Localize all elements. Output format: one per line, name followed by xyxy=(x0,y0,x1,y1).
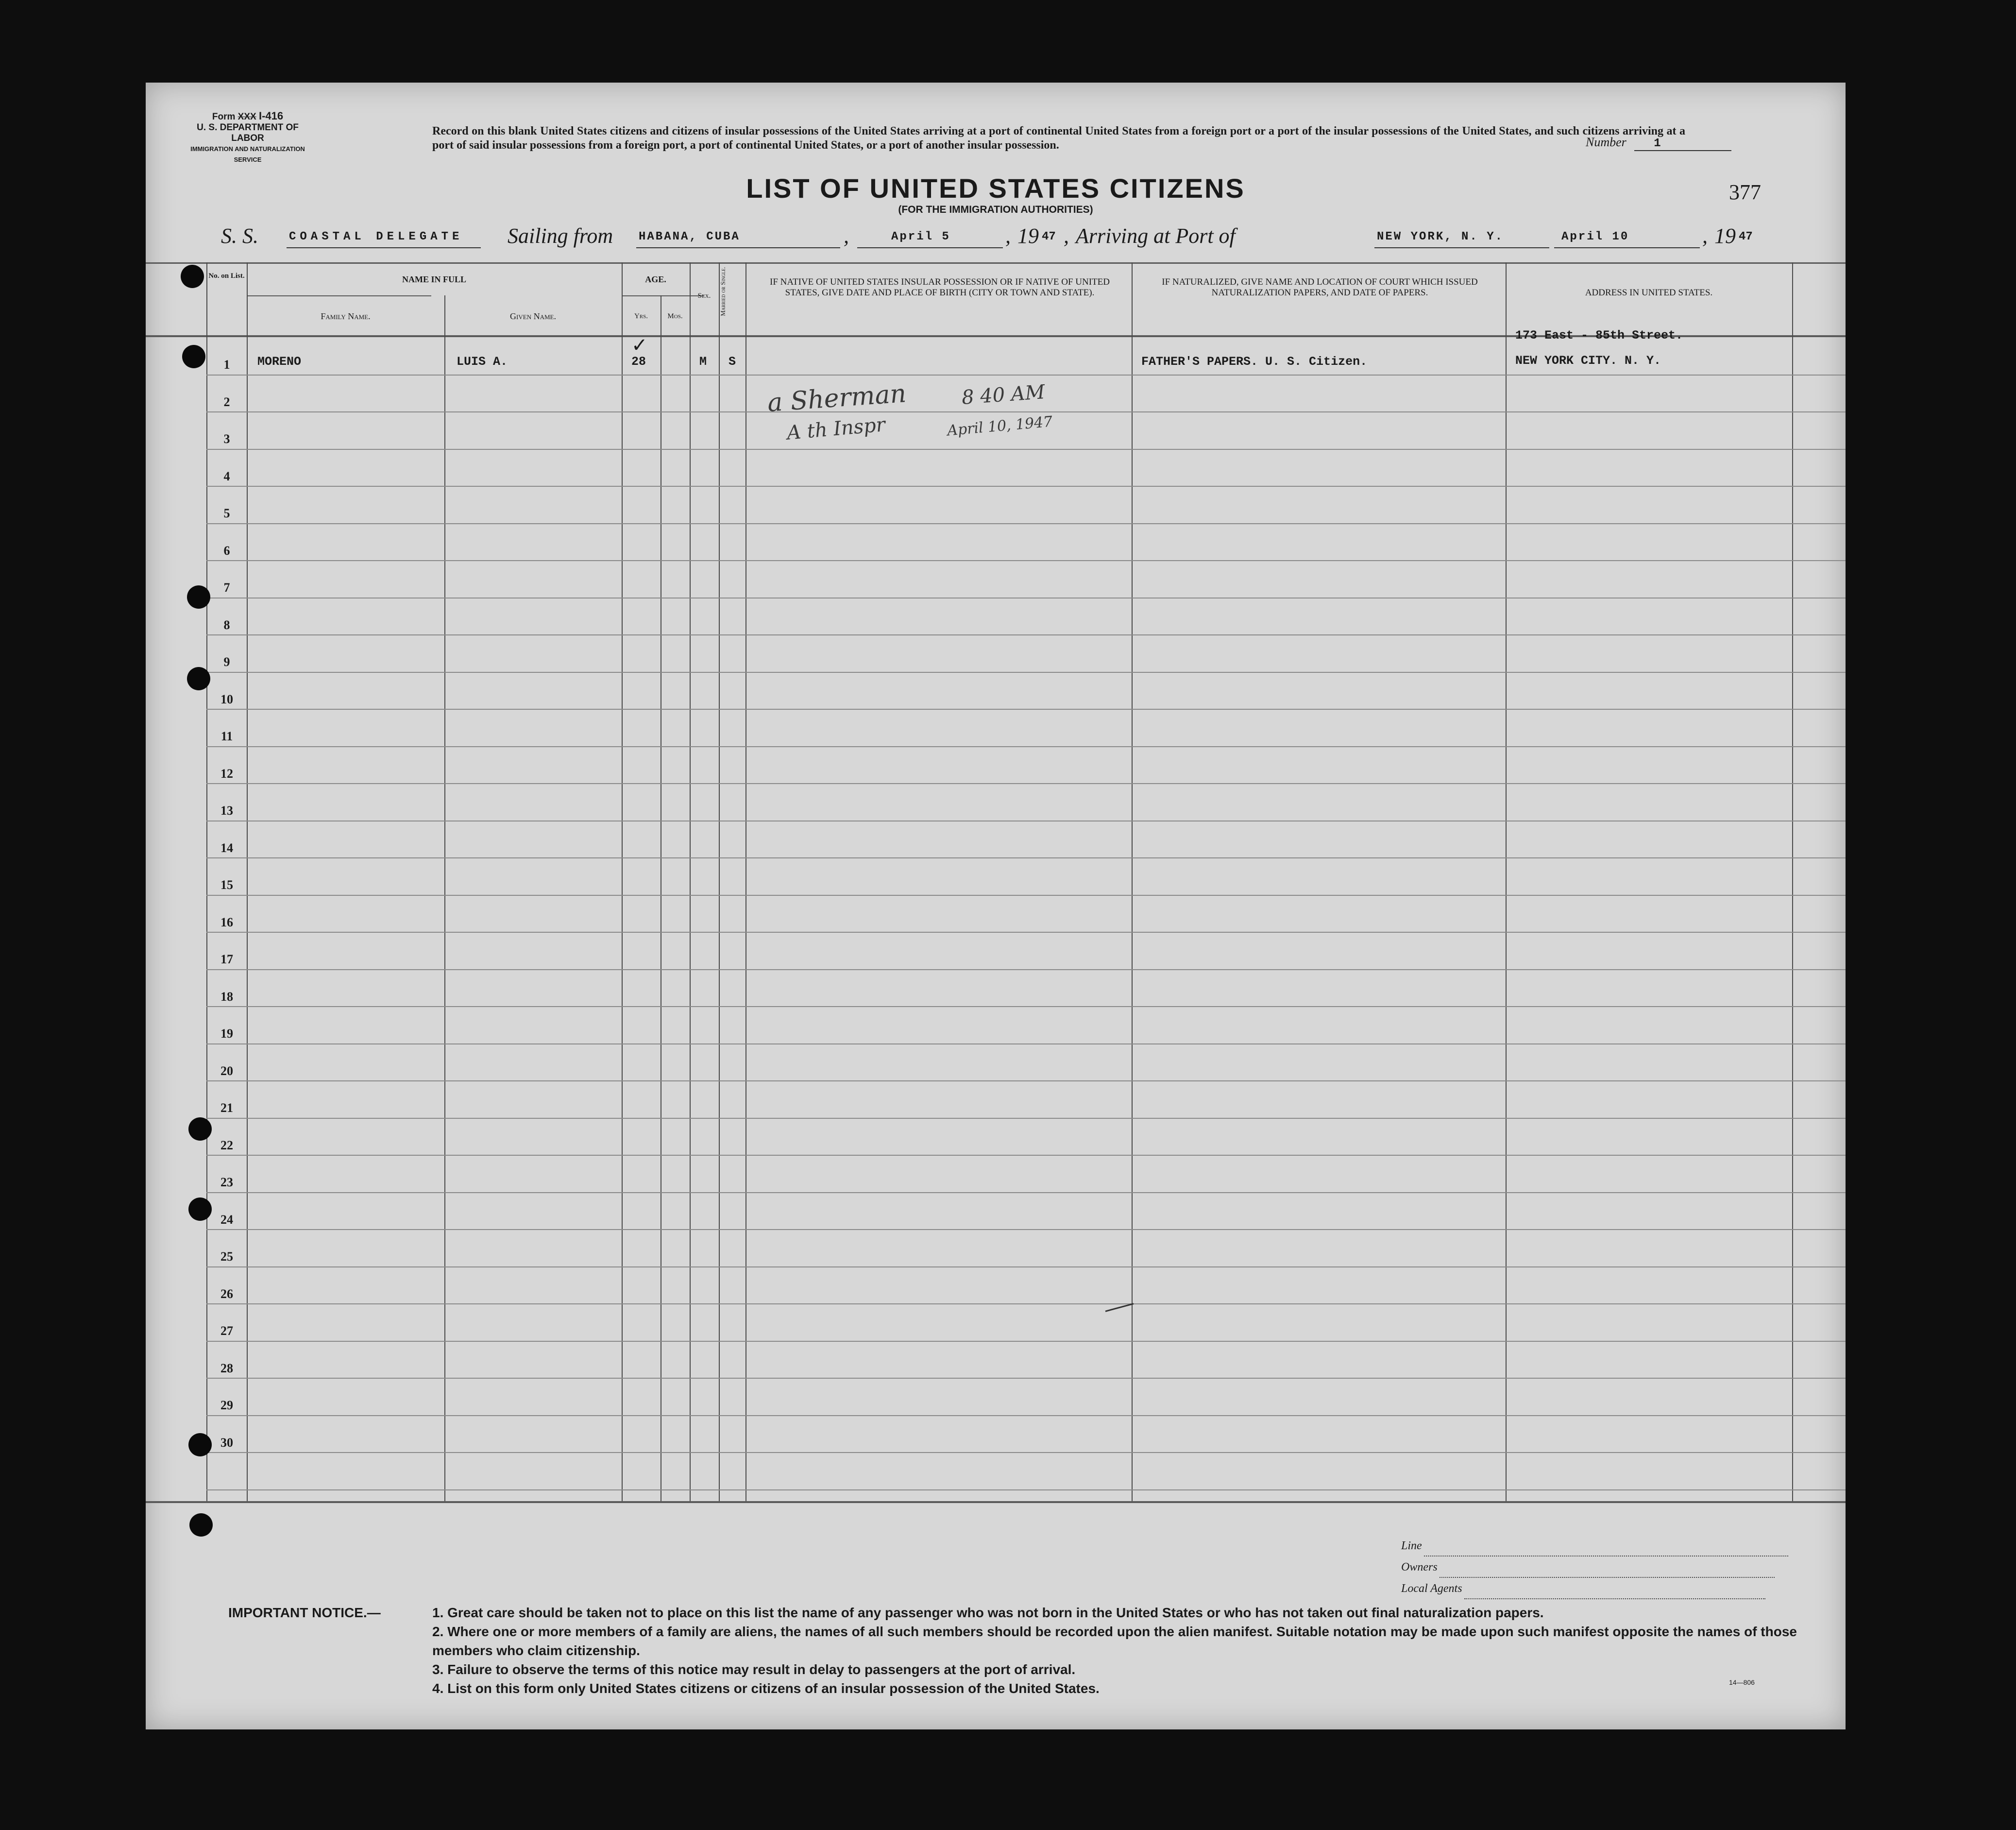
number-value: 1 xyxy=(1654,137,1661,150)
row-rule xyxy=(206,560,1846,561)
arriving-date-underline xyxy=(1554,247,1700,248)
table-top-border xyxy=(146,262,1846,264)
sailing-label: Sailing from xyxy=(508,224,613,248)
row-number: 17 xyxy=(220,952,233,966)
row-number: 14 xyxy=(220,841,233,855)
row-number: 20 xyxy=(220,1064,233,1078)
row-rule xyxy=(206,1080,1846,1081)
col-header-age: AGE. xyxy=(645,274,666,284)
manifest-sheet xyxy=(146,83,1846,1729)
row-number: 1 xyxy=(223,358,230,372)
col-line-10 xyxy=(1506,262,1507,1501)
row-rule xyxy=(206,1489,1846,1490)
comma-2: , xyxy=(1005,224,1011,248)
row-number: 6 xyxy=(223,544,230,558)
row-number: 27 xyxy=(220,1324,233,1338)
col-line-6 xyxy=(690,262,691,1501)
row-rule xyxy=(206,783,1846,784)
row-number: 10 xyxy=(220,692,233,706)
arriving-port-value: NEW YORK, N. Y. xyxy=(1377,230,1504,243)
notice-item-4: 4. List on this form only United States citizens or citizens of an insular possession of the United States. xyxy=(432,1681,1100,1696)
row-number: 22 xyxy=(220,1138,233,1152)
punch-hole xyxy=(188,1117,212,1141)
row-rule xyxy=(206,895,1846,896)
row1-sex: M xyxy=(699,355,707,369)
line-dots xyxy=(1424,1546,1788,1556)
row-rule xyxy=(206,1415,1846,1416)
local-agents-label: Local Agents xyxy=(1401,1582,1462,1595)
sailing-year-prefix: 19 xyxy=(1017,224,1039,248)
col-header-no: No. on List. xyxy=(208,272,245,280)
local-agents-field xyxy=(1401,1578,1788,1599)
row-rule xyxy=(206,1303,1846,1304)
punch-hole xyxy=(189,1513,213,1537)
row-number: 23 xyxy=(220,1175,233,1189)
local-agents-dots xyxy=(1464,1589,1765,1599)
punch-hole xyxy=(188,1433,212,1456)
col-line-2 xyxy=(247,262,248,1501)
row-rule xyxy=(206,375,1846,376)
row-rule xyxy=(206,969,1846,970)
form-number-line xyxy=(185,111,311,122)
notice-item-1: 1. Great care should be taken not to place on this list the name of any passenger who was not born in the United States or who has not taken out final naturalization papers. xyxy=(432,1605,1544,1620)
sailing-year-value: 47 xyxy=(1042,230,1056,243)
number-label: Number xyxy=(1586,135,1626,149)
vessel-name: COASTAL DELEGATE xyxy=(289,230,463,243)
row-rule xyxy=(206,1118,1846,1119)
page-title: LIST OF UNITED STATES CITIZENS xyxy=(746,173,1245,204)
page-number: 377 xyxy=(1729,180,1761,204)
row-number: 21 xyxy=(220,1101,233,1115)
department-name: U. S. DEPARTMENT OF LABOR xyxy=(197,122,299,143)
service-name: IMMIGRATION AND NATURALIZATION SERVICE xyxy=(190,145,305,163)
arriving-year-value: 47 xyxy=(1739,230,1753,243)
row-number: 26 xyxy=(220,1287,233,1301)
notice-items xyxy=(432,1603,1821,1698)
arriving-label: Arriving at Port of xyxy=(1076,224,1236,248)
row-rule xyxy=(206,672,1846,673)
col-header-given-name: Given Name. xyxy=(510,311,556,321)
col-line-4 xyxy=(622,262,623,1501)
row-rule xyxy=(206,449,1846,450)
row-rule xyxy=(206,932,1846,933)
form-label: Form xyxy=(212,112,236,122)
row-rule xyxy=(206,1378,1846,1379)
name-subheader-rule xyxy=(247,295,431,296)
table-bottom-border xyxy=(146,1501,1846,1503)
row-number: 19 xyxy=(220,1026,233,1041)
arriving-year-prefix: 19 xyxy=(1714,224,1736,248)
punch-hole xyxy=(187,585,210,609)
row-rule xyxy=(206,1006,1846,1007)
row1-address-line1: 173 East - 85th Street. xyxy=(1515,328,1683,342)
row1-age-yrs: 28 xyxy=(631,355,646,369)
row-rule xyxy=(206,486,1846,487)
number-underline xyxy=(1634,135,1731,151)
col-line-9 xyxy=(1132,262,1133,1501)
col-line-11 xyxy=(1792,262,1793,1501)
notice-item-2: 2. Where one or more members of a family are aliens, the names of all such members should be recorded upon the alien manifest. Suitable notation may be made upon such manifest opposite the names of those members who claim citizenship. xyxy=(432,1624,1797,1658)
row-number: 29 xyxy=(220,1398,233,1412)
handwritten-date: April 10, 1947 xyxy=(946,413,1053,440)
col-header-native-insular: IF NATIVE OF UNITED STATES INSULAR POSSESSION OR IF NATIVE OF UNITED STATES, GIVE DATE AND PLACE OF BIRTH (CITY OR TOWN AND STATE). xyxy=(770,277,1110,298)
col-line-3 xyxy=(444,295,445,1501)
sailing-date-underline xyxy=(857,247,1003,248)
row-number: 4 xyxy=(223,469,230,483)
owners-dots xyxy=(1440,1567,1775,1578)
voyage-line xyxy=(221,223,1775,253)
row-number: 24 xyxy=(220,1213,233,1227)
line-field xyxy=(1401,1535,1788,1556)
col-header-family-name: Family Name. xyxy=(321,311,371,321)
row1-naturalization: FATHER'S PAPERS. U. S. Citizen. xyxy=(1141,355,1368,369)
comma-4: , xyxy=(1702,224,1708,248)
row-number: 18 xyxy=(220,990,233,1004)
row-number: 5 xyxy=(223,506,230,520)
row-rule xyxy=(206,1266,1846,1267)
line-label: Line xyxy=(1401,1539,1422,1552)
col-header-address: ADDRESS IN UNITED STATES. xyxy=(1585,288,1713,298)
owners-label: Owners xyxy=(1401,1561,1438,1573)
col-header-yrs: Yrs. xyxy=(634,312,648,320)
handwritten-signature: a Sherman xyxy=(766,379,907,418)
col-header-married-single: Married or Single. xyxy=(719,267,727,316)
punch-hole xyxy=(187,667,210,690)
row-rule xyxy=(206,1452,1846,1453)
row1-address-line2: NEW YORK CITY. N. Y. xyxy=(1515,354,1661,368)
row-number: 11 xyxy=(220,729,233,743)
row-number: 16 xyxy=(220,915,233,929)
form-id-block xyxy=(185,111,311,165)
row-rule xyxy=(206,1341,1846,1342)
sailing-from-value: HABANA, CUBA xyxy=(639,230,740,243)
row-rule xyxy=(206,1155,1846,1156)
row-number: 30 xyxy=(220,1436,233,1450)
footer-code: 14—806 xyxy=(1729,1678,1755,1686)
row-rule xyxy=(206,857,1846,858)
col-line-1 xyxy=(206,262,207,1501)
row1-given-name: LUIS A. xyxy=(457,355,508,369)
col-line-8 xyxy=(745,262,746,1501)
notice-item-3: 3. Failure to observe the terms of this notice may result in delay to passengers at the port of arrival. xyxy=(432,1662,1076,1677)
vessel-underline xyxy=(287,247,481,248)
sailing-date-value: April 5 xyxy=(891,230,950,243)
row-number: 15 xyxy=(220,878,233,892)
row-rule xyxy=(206,709,1846,710)
number-field xyxy=(1586,135,1731,151)
passenger-table xyxy=(146,262,1846,1506)
row-rule xyxy=(206,1192,1846,1193)
row-rule xyxy=(206,634,1846,635)
row-rule xyxy=(206,523,1846,524)
handwritten-title: A th Inspr xyxy=(786,413,886,445)
row-number: 25 xyxy=(220,1249,233,1264)
row-number: 3 xyxy=(223,432,230,446)
row-rule xyxy=(206,1229,1846,1230)
row-number: 9 xyxy=(223,655,230,669)
row1-family-name: MORENO xyxy=(257,355,302,369)
page-subtitle: (FOR THE IMMIGRATION AUTHORITIES) xyxy=(898,204,1093,215)
col-header-name-in-full: NAME IN FULL xyxy=(402,274,466,284)
row-number: 12 xyxy=(220,767,233,781)
row-number: 13 xyxy=(220,804,233,818)
form-struck: XXX xyxy=(237,112,256,122)
notice-label: IMPORTANT NOTICE.— xyxy=(228,1605,381,1620)
row-number: 2 xyxy=(223,395,230,409)
owners-field xyxy=(1401,1556,1788,1578)
pen-mark xyxy=(1105,1303,1134,1312)
arriving-port-underline xyxy=(1374,247,1549,248)
col-header-naturalized: IF NATURALIZED, GIVE NAME AND LOCATION OF COURT WHICH ISSUED NATURALIZATION PAPERS, AND DATE OF PAPERS. xyxy=(1162,277,1478,298)
row-rule xyxy=(206,1043,1846,1044)
agents-block xyxy=(1401,1535,1788,1599)
row-number: 28 xyxy=(220,1361,233,1375)
row1-marital: S xyxy=(728,355,736,369)
row-rule xyxy=(206,746,1846,747)
sailing-from-underline xyxy=(636,247,840,248)
punch-hole xyxy=(181,265,204,288)
ss-label: S. S. xyxy=(221,224,258,248)
comma-1: , xyxy=(844,224,849,248)
record-instructions: Record on this blank United States citizens and citizens of insular possessions of the United States arriving at a port of continental United States from a foreign port or a port of the insular possessions of the United States, and such citizens arriving at a port of said insular possessions from a foreign port, a port of continental United States, or a port of another insular possession. xyxy=(432,125,1685,152)
row1-age-checkmark: ✓ xyxy=(631,335,648,356)
comma-3: , xyxy=(1064,224,1069,248)
punch-hole xyxy=(182,345,205,368)
row-number: 8 xyxy=(223,618,230,632)
col-header-sex: Sex. xyxy=(697,292,711,300)
form-number: I-416 xyxy=(258,110,284,122)
punch-hole xyxy=(188,1197,212,1221)
row-rule xyxy=(206,598,1846,599)
row-rule xyxy=(206,411,1846,412)
arriving-date-value: April 10 xyxy=(1561,230,1629,243)
handwritten-time: 8 40 AM xyxy=(961,381,1046,409)
row-number: 7 xyxy=(223,581,230,595)
col-line-7 xyxy=(719,262,720,1501)
col-header-mos: Mos. xyxy=(667,312,683,320)
